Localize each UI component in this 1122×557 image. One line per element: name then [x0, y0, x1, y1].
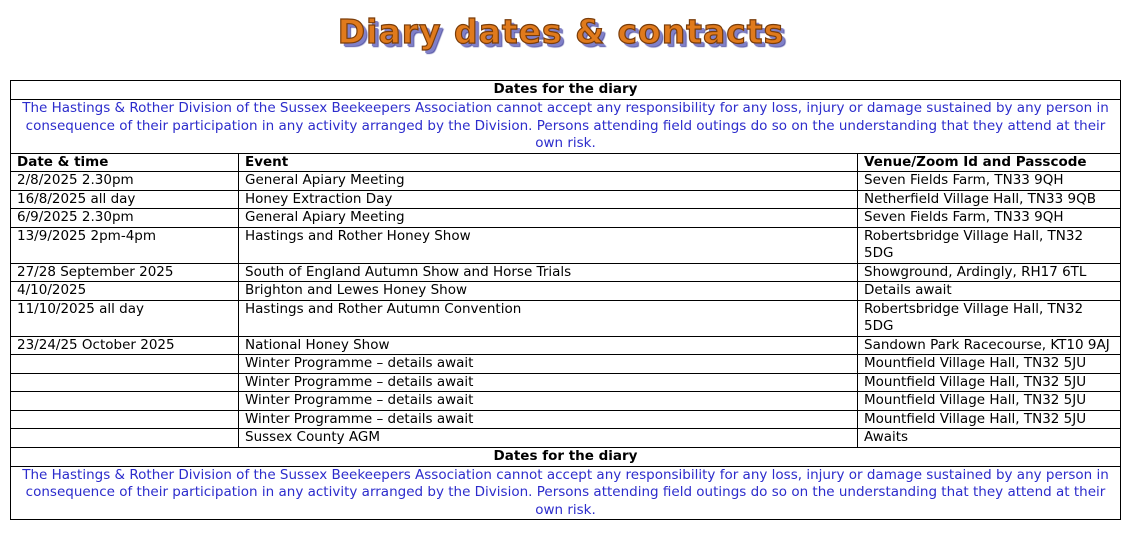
row-event: Winter Programme – details await [239, 392, 858, 411]
row-venue: Mountfield Village Hall, TN32 5JU [858, 410, 1121, 429]
page-title: Diary dates & contacts [337, 12, 785, 51]
row-date: 16/8/2025 all day [11, 190, 239, 209]
row-venue: Details await [858, 282, 1121, 301]
table-row [11, 263, 1121, 282]
row-event: Brighton and Lewes Honey Show [239, 282, 858, 301]
column-header-row [11, 153, 1121, 172]
row-date [11, 373, 239, 392]
row-date: 23/24/25 October 2025 [11, 336, 239, 355]
table-row [11, 172, 1121, 191]
table-row [11, 336, 1121, 355]
row-date: 4/10/2025 [11, 282, 239, 301]
row-date [11, 355, 239, 374]
row-venue: Mountfield Village Hall, TN32 5JU [858, 355, 1121, 374]
table-row [11, 392, 1121, 411]
table-row [11, 190, 1121, 209]
table-row [11, 355, 1121, 374]
row-venue: Mountfield Village Hall, TN32 5JU [858, 373, 1121, 392]
disclaimer-text: The Hastings & Rother Division of the Sussex Beekeepers Association cannot accept any responsibility for any loss, injury or damage sustained by any person in consequence of their participation in any activity arranged by the Division. Persons attending field outings do so on the understanding that they attend at their own risk. [11, 100, 1121, 154]
row-event: General Apiary Meeting [239, 209, 858, 228]
row-date: 27/28 September 2025 [11, 263, 239, 282]
row-date: 6/9/2025 2.30pm [11, 209, 239, 228]
row-event: National Honey Show [239, 336, 858, 355]
row-venue: Seven Fields Farm, TN33 9QH [858, 209, 1121, 228]
row-date: 11/10/2025 all day [11, 300, 239, 336]
table-row [11, 429, 1121, 448]
row-event: Winter Programme – details await [239, 410, 858, 429]
row-venue: Netherfield Village Hall, TN33 9QB [858, 190, 1121, 209]
row-venue: Awaits [858, 429, 1121, 448]
column-header-event: Event [239, 153, 858, 172]
row-event: Sussex County AGM [239, 429, 858, 448]
row-venue: Robertsbridge Village Hall, TN32 5DG [858, 227, 1121, 263]
table-row [11, 209, 1121, 228]
column-header-date: Date & time [11, 153, 239, 172]
row-venue: Mountfield Village Hall, TN32 5JU [858, 392, 1121, 411]
row-event: Hastings and Rother Honey Show [239, 227, 858, 263]
row-date: 2/8/2025 2.30pm [11, 172, 239, 191]
row-date [11, 410, 239, 429]
row-date [11, 392, 239, 411]
row-venue: Robertsbridge Village Hall, TN32 5DG [858, 300, 1121, 336]
row-event: Honey Extraction Day [239, 190, 858, 209]
row-date: 13/9/2025 2pm-4pm [11, 227, 239, 263]
footer-disclaimer-text: The Hastings & Rother Division of the Sussex Beekeepers Association cannot accept any responsibility for any loss, injury or damage sustained by any person in consequence of their participation in any activity arranged by the Division. Persons attending field outings do so on the understanding that they attend at their own risk. [11, 466, 1121, 520]
table-row [11, 373, 1121, 392]
row-venue: Sandown Park Racecourse, KT10 9AJ [858, 336, 1121, 355]
row-event: Hastings and Rother Autumn Convention [239, 300, 858, 336]
column-header-venue: Venue/Zoom Id and Passcode [858, 153, 1121, 172]
table-row [11, 410, 1121, 429]
row-venue: Seven Fields Farm, TN33 9QH [858, 172, 1121, 191]
row-event: Winter Programme – details await [239, 373, 858, 392]
row-venue: Showground, Ardingly, RH17 6TL [858, 263, 1121, 282]
footer-heading: Dates for the diary [11, 447, 1121, 466]
row-event: Winter Programme – details await [239, 355, 858, 374]
row-event: General Apiary Meeting [239, 172, 858, 191]
row-event: South of England Autumn Show and Horse Trials [239, 263, 858, 282]
table-row [11, 282, 1121, 301]
table-row [11, 227, 1121, 263]
row-date [11, 429, 239, 448]
table-row [11, 300, 1121, 336]
diary-table [10, 80, 1121, 520]
section-heading: Dates for the diary [11, 81, 1121, 100]
